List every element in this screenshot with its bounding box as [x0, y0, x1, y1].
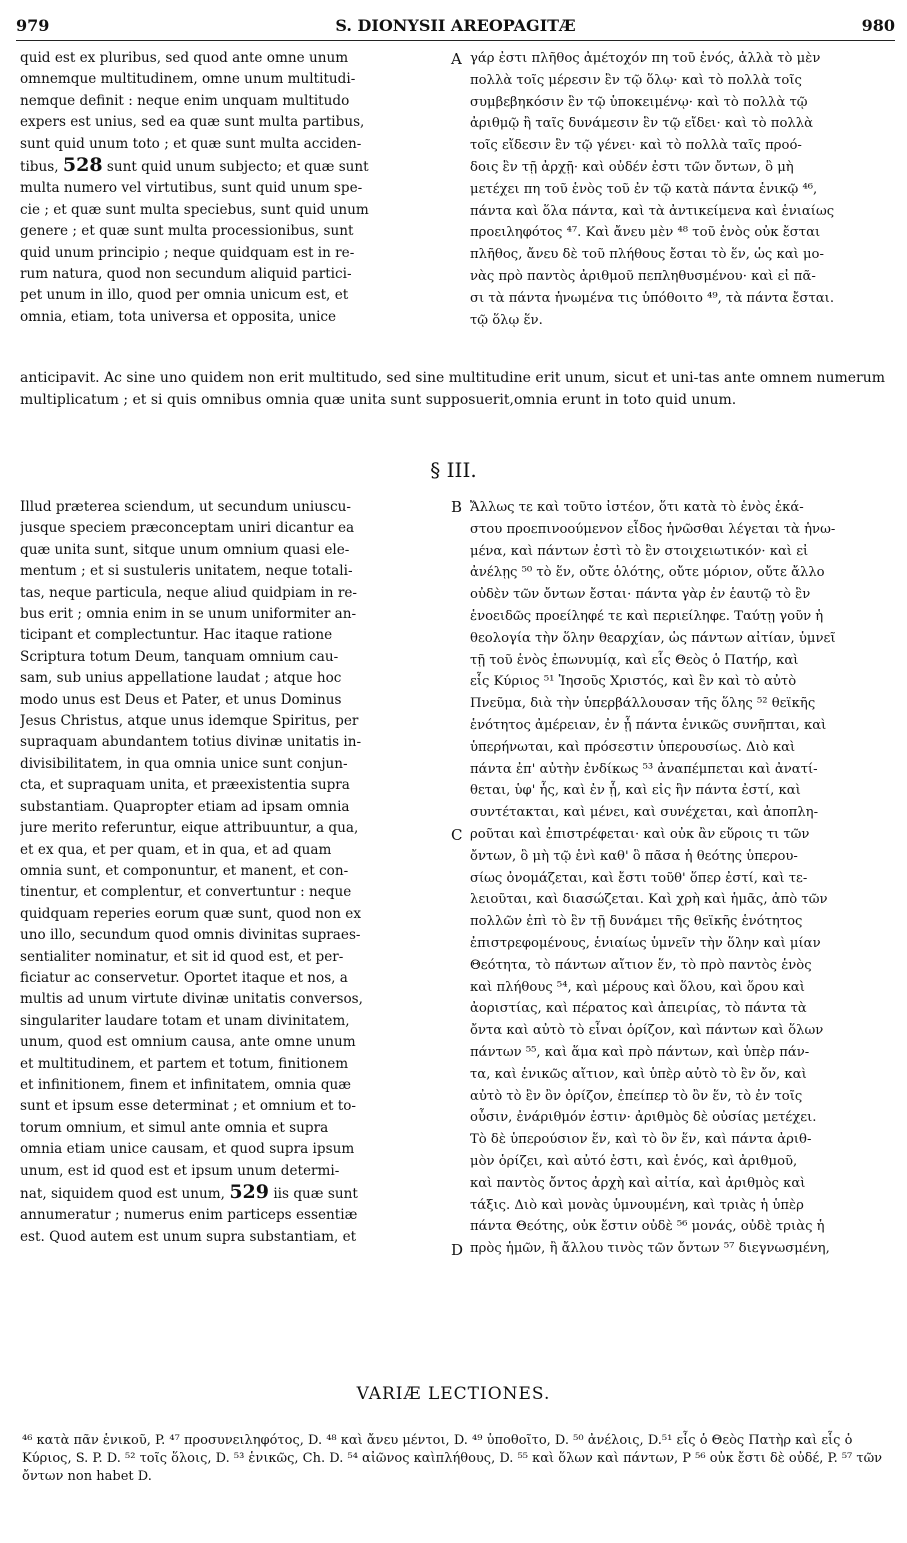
variae-lectiones-title: VARIÆ LECTIONES. — [356, 1384, 551, 1404]
greek-line: πρὸς ἡμῶν, ἢ ἄλλου τινὸς τῶν ὄντων ⁵⁷ διεγνωσμένη, — [470, 1241, 830, 1257]
latin-line: rum natura, quod non secundum aliquid partici- — [20, 266, 352, 283]
latin-line: quid unum principio ; neque quidquam est in re- — [20, 244, 355, 261]
greek-line: Τὸ δὲ ὑπερούσιον ἕν, καὶ τὸ ὂν ἕν, καὶ πάντα ἀριθ- — [470, 1132, 812, 1148]
latin-line: Scriptura totum Deum, tanquam omnium cau- — [20, 648, 339, 665]
greek-line: γάρ ἐστι πλῆθος ἀμέτοχόν πη τοῦ ἑνός, ἀλλὰ τὸ μὲν — [470, 51, 821, 66]
margin-letter-c: C — [451, 826, 463, 844]
greek-column-part1 — [470, 48, 890, 331]
latin-line: tibus, 528 sunt quid unum subjecto; et quæ sunt — [20, 155, 369, 177]
greek-line: πολλῶν ἐπὶ τὸ ἓν τῇ δυνάμει τῆς θεϊκῆς ἑνότητος — [470, 914, 803, 930]
latin-line: substantiam. Quapropter etiam ad ipsam omnia — [20, 798, 350, 815]
latin-line: Illud præterea sciendum, ut secundum uniuscu- — [20, 499, 351, 515]
greek-line: ὑπερήνωται, καὶ πρόσεστιν ὑπερουσίως. Διὸ καὶ — [470, 739, 796, 755]
latin-fullwidth-lines — [20, 368, 890, 411]
latin-line: ticipant et complectuntur. Hac itaque ratione — [20, 627, 333, 644]
latin-line: multa numero vel virtutibus, sunt quid unum spe- — [20, 180, 363, 197]
latin-line: cta, et supraquam unita, et præexistentia supra — [20, 777, 350, 794]
running-title: S. DIONYSII AREOPAGITÆ — [335, 16, 576, 35]
greek-line: ἀνέλῃς ⁵⁰ τὸ ἕν, οὔτε ὁλότης, οὔτε μόριον, οὔτε ἄλλο — [470, 565, 825, 581]
latin-line: ficiatur ac conservetur. Oportet itaque et nos, a — [20, 969, 348, 986]
latin-line: omnia, etiam, tota universa et opposita, unice — [20, 308, 337, 325]
column-number: 528 — [62, 155, 103, 177]
greek-line: πάντα Θεότης, οὐκ ἔστιν οὐδὲ ⁵⁶ μονάς, οὐδὲ τριὰς ἡ — [470, 1219, 825, 1235]
greek-line: μένα, καὶ πάντων ἐστὶ τὸ ἓν στοιχειωτικόν· καὶ εἰ — [470, 543, 809, 559]
latin-line: supraquam abundantem totius divinæ unitatis in- — [20, 734, 362, 751]
greek-line: στου προεπινοούμενον εἶδος ἡνῶσθαι λέγεται τὰ ἡνω- — [470, 521, 836, 537]
latin-column-part2 — [20, 497, 443, 1248]
greek-line: αὐτὸ τὸ ἓν ὂν ὁρίζον, ἐπείπερ τὸ ὂν ἕν, τὸ ἐν τοῖς — [470, 1088, 803, 1104]
latin-line: omnia sunt, et componuntur, et manent, et con- — [20, 862, 349, 879]
latin-line: nemque definit : neque enim unquam multitudo — [20, 92, 350, 109]
latin-line: Jesus Christus, atque unus idemque Spiritus, per — [20, 713, 359, 730]
greek-line: Θεότητα, τὸ πάντων αἴτιον ἕν, τὸ πρὸ παντὸς ἑνὸς — [470, 957, 812, 973]
latin-column-part1 — [20, 48, 443, 328]
variant-note: πλήθους, D. ⁵⁵ καὶ ὅλων καὶ πάντων, P ⁵⁶ οὐκ ἔστι δὲ οὐδέ, P. ⁵⁷ τῶν ὄντων non habet D. — [22, 1451, 883, 1484]
latin-line: sam, sub unius appellatione laudat ; atque hoc — [20, 670, 342, 687]
latin-line: et ex qua, et per quam, et in qua, et ad quam — [20, 841, 332, 858]
margin-letter-b: B — [451, 498, 463, 516]
latin-line: torum omnium, et simul ante omnia et supra — [20, 1119, 329, 1136]
greek-line: Πνεῦμα, διὰ τὴν ὑπερβάλλουσαν τῆς ὅλης ⁵² θεϊκῆς — [470, 696, 816, 712]
latin-line: nat, siquidem quod est unum, 529 iis quæ sunt — [20, 1182, 358, 1203]
latin-line: expers est unius, sed ea quæ sunt multa partibus, — [20, 114, 365, 131]
greek-line: νὰς πρὸ παντὸς ἀριθμοῦ πεπληθυσμένου· καὶ εἰ πᾶ- — [470, 268, 816, 284]
greek-line: ἀοριστίας, καὶ πέρατος καὶ ἀπειρίας, τὸ πάντα τὰ — [470, 1001, 807, 1017]
latin-line: sentialiter nominatur, et sit id quod est, et per- — [20, 948, 344, 965]
latin-line: omnia erunt in toto quid unum. — [514, 391, 737, 408]
greek-line: εἷς Κύριος ⁵¹ Ἰησοῦς Χριστός, καὶ ἓν καὶ τὸ αὐτὸ — [470, 674, 797, 690]
latin-line: genere ; et quæ sunt multa processionibus, sunt — [20, 223, 354, 240]
greek-line: συντέτακται, καὶ μένει, καὶ συνέχεται, καὶ ἀποπλη- — [470, 805, 819, 821]
greek-line: πολλὰ τοῖς μέρεσιν ἓν τῷ ὅλῳ· καὶ τὸ πολλὰ τοῖς — [470, 72, 802, 88]
latin-line: sunt quid unum toto ; et quæ sunt multa acciden- — [20, 135, 362, 152]
greek-line: οὐδὲν τῶν ὄντων ἔσται· πάντα γὰρ ἐν ἑαυτῷ τὸ ἓν — [470, 587, 811, 603]
greek-line: σίως ὀνομάζεται, καὶ ἔστι τοῦθ' ὅπερ ἐστί, καὶ τε- — [470, 870, 808, 886]
latin-line: quid est ex pluribus, sed quod ante omne unum — [20, 50, 349, 66]
latin-line: omnemque multitudinem, omne unum multitudi- — [20, 71, 356, 88]
variant-readings — [22, 1432, 892, 1486]
greek-line: συμβεβηκόσιν ἓν τῷ ὑποκειμένῳ· καὶ τὸ πολλὰ τῷ — [470, 94, 808, 110]
margin-letter-a: A — [451, 50, 462, 68]
greek-line: πάντα ἐπ' αὐτὴν ἐνδίκως ⁵³ ἀναπέμπεται καὶ ἀνατί- — [470, 761, 818, 777]
greek-line: ὄντα καὶ αὐτὸ τὸ εἶναι ὁρίζον, καὶ πάντων καὶ ὅλων — [470, 1023, 824, 1039]
section-heading: § III. — [430, 458, 477, 482]
greek-line: μετέχει πη τοῦ ἑνὸς τοῦ ἐν τῷ κατὰ πάντα ἑνικῷ ⁴⁶, — [470, 181, 818, 197]
latin-line: quidquam reperies eorum quæ sunt, quod non ex — [20, 905, 361, 922]
latin-line: et infinitionem, finem et infinitatem, omnia quæ — [20, 1076, 352, 1093]
latin-line: cie ; et quæ sunt multa speciebus, sunt quid unum — [20, 201, 369, 218]
latin-line: mentum ; et si sustuleris unitatem, neque totali- — [20, 563, 353, 580]
greek-line: καὶ παντὸς ὄντος ἀρχὴ καὶ αἰτία, καὶ ἀριθμὸς καὶ — [470, 1175, 806, 1191]
column-number: 529 — [229, 1182, 269, 1203]
variant-note: ⁴⁶ κατὰ πᾶν ἑνικοῦ, P. ⁴⁷ προσυνειληφότος, D. ⁴⁸ καὶ ἄνευ μέντοι, D. ⁴⁹ ὑποθοῖτο, D. ⁵⁰ ἀνέλοις, D. — [22, 1433, 662, 1448]
latin-line: tas, neque particula, neque aliud quidpiam in re- — [20, 584, 358, 601]
greek-line: τῇ τοῦ ἑνὸς ἐπωνυμίᾳ, καὶ εἷς Θεὸς ὁ Πατήρ, καὶ — [470, 652, 799, 668]
latin-line: tas ante omnem numerum multiplicatum ; et si quis omnibus omnia quæ unita sunt supposuerit, — [20, 370, 886, 408]
latin-line: quæ unita sunt, sitque unum omnium quasi ele- — [20, 541, 350, 558]
latin-line: modo unus est Deus et Pater, et unus Dominus — [20, 691, 342, 708]
greek-line: πάντα καὶ ὅλα πάντα, καὶ τὰ ἀντικείμενα καὶ ἑνιαίως — [470, 203, 835, 219]
greek-line: σι τὰ πάντα ἡνωμένα τις ὑπόθοιτο ⁴⁹, τὰ πάντα ἔσται. — [470, 290, 835, 306]
greek-line: ἑνοειδῶς προείληφέ τε καὶ περιείληφε. Ταύτῃ γοῦν ἡ — [470, 608, 824, 624]
greek-line: καὶ πλήθους ⁵⁴, καὶ μέρους καὶ ὅλου, καὶ ὅρου καὶ — [470, 979, 805, 995]
margin-letter-d: D — [451, 1241, 464, 1259]
greek-line: οὖσιν, ἐνάριθμόν ἐστιν· ἀριθμὸς δὲ οὐσίας μετέχει. — [470, 1110, 817, 1126]
greek-line: ὄντων, ὃ μὴ τῷ ἑνὶ καθ' ὃ πᾶσα ἡ θεότης ὑπερου- — [470, 848, 798, 864]
latin-line: sunt et ipsum esse determinat ; et omnium et to- — [20, 1098, 357, 1115]
latin-line: bus erit ; omnia enim in se unum uniformiter an- — [20, 606, 357, 623]
greek-line: ροῦται καὶ ἐπιστρέφεται· καὶ οὐκ ἂν εὕροις τι τῶν — [470, 826, 810, 842]
latin-line: anticipavit. Ac sine uno quidem non erit multitudo, sed sine multitudine erit unum, sicut et uni- — [20, 370, 699, 386]
greek-line: μὸν ὁρίζει, καὶ αὐτό ἐστι, καὶ ἑνός, καὶ ἀριθμοῦ, — [470, 1153, 798, 1169]
latin-line: unum, est id quod est et ipsum unum determi- — [20, 1162, 340, 1179]
greek-line: ἑνότητος ἀμέρειαν, ἐν ᾗ πάντα ἑνικῶς συνῆπται, καὶ — [470, 717, 827, 733]
latin-line: multis ad unum virtute divinæ unitatis conversos, — [20, 991, 363, 1008]
latin-line: jusque speciem præconceptam uniri dicantur ea — [20, 520, 355, 537]
page-number-right: 980 — [861, 16, 895, 35]
greek-column-part2 — [470, 497, 890, 1260]
page-header — [16, 14, 895, 41]
greek-line: τάξις. Διὸ καὶ μονὰς ὑμνουμένη, καὶ τριὰς ἡ ὑπὲρ — [470, 1197, 804, 1213]
latin-line: tinentur, et complentur, et convertuntur : neque — [20, 884, 352, 901]
greek-line: δοις ἓν τῇ ἀρχῇ· καὶ οὐδέν ἐστι τῶν ὄντων, ὃ μὴ — [470, 159, 794, 175]
greek-line: πάντων ⁵⁵, καὶ ἅμα καὶ πρὸ πάντων, καὶ ὑπὲρ πάν- — [470, 1044, 810, 1060]
latin-line: uno illo, secundum quod omnis divinitas supraes- — [20, 927, 361, 944]
latin-line: et multitudinem, et partem et totum, finitionem — [20, 1055, 349, 1072]
greek-line: ἐπιστρεφομένους, ἑνιαίως ὑμνεῖν τὴν ὅλην καὶ μίαν — [470, 935, 821, 951]
variant-note: ⁵¹ εἷς ὁ Θεὸς Πατὴρ καὶ εἷς ὁ Κύριος, S. P. D. ⁵² τοῖς ὅλοις, D. ⁵³ ἑνικῶς, Ch. D. ⁵⁴ αἰῶνος καὶ — [22, 1433, 853, 1466]
greek-line: Ἄλλως τε καὶ τοῦτο ἰστέον, ὅτι κατὰ τὸ ἑνὸς ἑκά- — [470, 500, 804, 515]
greek-line: θεται, ὑφ' ἧς, καὶ ἐν ᾗ, καὶ εἰς ἣν πάντα ἐστί, καὶ — [470, 783, 801, 799]
latin-line: est. Quod autem est unum supra substantiam, et — [20, 1228, 357, 1245]
latin-line: singulariter laudare totam et unam divinitatem, — [20, 1012, 350, 1029]
latin-line: divisibilitatem, in qua omnia unice sunt conjun- — [20, 755, 348, 772]
greek-line: ἀριθμῷ ἢ ταῖς δυνάμεσιν ἓν τῷ εἴδει· καὶ τὸ πολλὰ — [470, 116, 814, 132]
greek-line: τοῖς εἴδεσιν ἓν τῷ γένει· καὶ τὸ πολλὰ ταῖς προό- — [470, 138, 802, 154]
latin-line: jure merito referuntur, eique attribuuntur, a qua, — [20, 820, 359, 837]
greek-line: τῷ ὅλῳ ἕν. — [470, 312, 543, 328]
greek-line: θεολογία τὴν ὅλην θεαρχίαν, ὡς πάντων αἰτίαν, ὑμνεῖ — [470, 630, 836, 646]
latin-line: omnia etiam unice causam, et quod supra ipsum — [20, 1141, 355, 1158]
greek-line: προειληφότος ⁴⁷. Καὶ ἄνευ μὲν ⁴⁸ τοῦ ἑνὸς οὐκ ἔσται — [470, 225, 821, 241]
page-number-left: 979 — [16, 16, 50, 35]
greek-line: πλῆθος, ἄνευ δὲ τοῦ πλήθους ἔσται τὸ ἕν, ὡς καὶ μο- — [470, 247, 824, 263]
greek-line: λειοῦται, καὶ διασώζεται. Καὶ χρὴ καὶ ἡμᾶς, ἀπὸ τῶν — [470, 892, 828, 908]
latin-line: annumeratur ; numerus enim particeps essentiæ — [20, 1207, 358, 1224]
latin-line: unum, quod est omnium causa, ante omne unum — [20, 1034, 356, 1051]
latin-line: pet unum in illo, quod per omnia unicum est, et — [20, 287, 349, 304]
greek-line: τα, καὶ ἑνικῶς αἴτιον, καὶ ὑπὲρ αὐτὸ τὸ ἓν ὄν, καὶ — [470, 1066, 807, 1082]
